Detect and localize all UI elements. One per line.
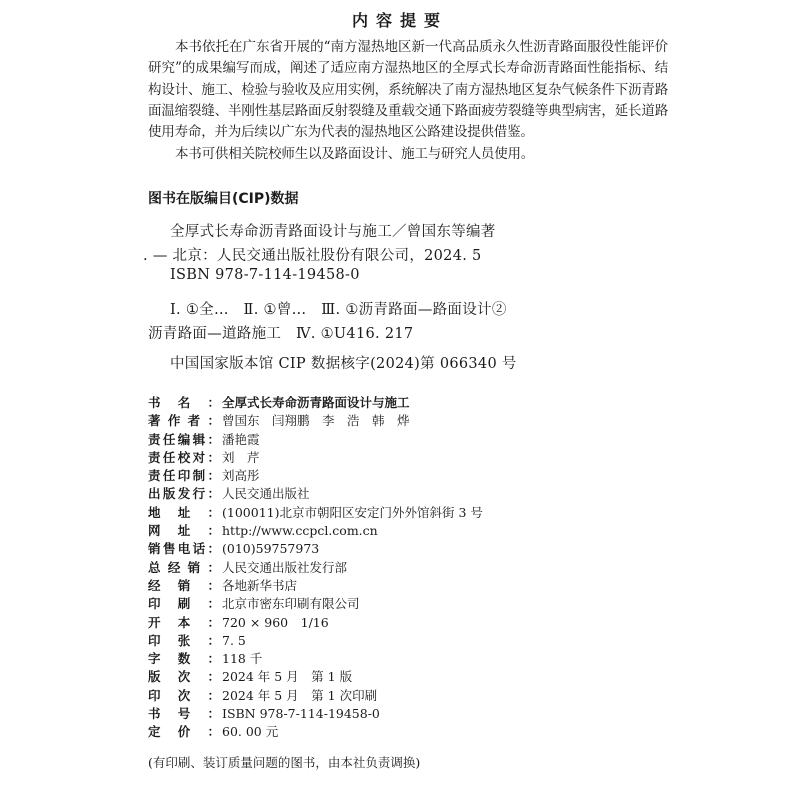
summary-paragraph-1: 本书依托在广东省开展的“南方湿热地区新一代高品质永久性沥青路面服役性能评价研究”的成果编写而成，阐述了适应南方湿热地区的全厚式长寿命沥青路面性能指标、结构设计、施工、检验与验收及应用实例，系统解决了南方湿热地区复杂气候条件下沥青路面温缩裂缝、半刚性基层路面反射裂缝及重载交通下路面疲劳裂缝等典型病害，延长道路使用寿命，并为后续以广东为代表的湿热地区公路建设提供借鉴。	[148, 39, 668, 141]
info-value: ISBN 978-7-114-19458-0	[222, 706, 380, 722]
info-label: 责 任 校 对 ：	[148, 449, 220, 465]
info-value: 刘高彤	[222, 468, 260, 484]
info-row	[148, 540, 708, 558]
info-row	[148, 449, 708, 467]
info-value: 潘艳霞	[222, 431, 260, 447]
info-label: 责 任 印 制 ：	[148, 468, 220, 484]
info-row	[148, 412, 708, 430]
cip-record-line: 中国国家版本馆 CIP 数据核字(2024)第 066340 号	[170, 356, 517, 372]
info-row	[148, 522, 708, 540]
info-value: 各地新华书店	[222, 577, 298, 593]
info-value: 人民交通出版社发行部	[222, 559, 348, 575]
info-label: 出 版 发 行 ：	[148, 486, 220, 502]
info-row	[148, 705, 708, 723]
info-row	[148, 632, 708, 650]
info-label: 销 售 电 话 ：	[148, 541, 220, 557]
info-label: 总 经 销 ：	[148, 559, 220, 575]
summary-title: 内容提要	[351, 11, 448, 30]
info-label: 责 任 编 辑 ：	[148, 431, 220, 447]
info-label: 经 销 ：	[148, 577, 220, 593]
info-value: (100011)北京市朝阳区安定门外外馆斜街 3 号	[222, 504, 483, 520]
cip-publisher-line: . — 北京：人民交通出版社股份有限公司，2024. 5	[143, 248, 482, 264]
info-label: 印 次 ：	[148, 687, 220, 703]
info-row	[148, 723, 708, 741]
info-value: 60. 00 元	[222, 724, 279, 740]
info-row	[148, 577, 708, 595]
info-value: 118 千	[222, 651, 263, 667]
info-value: 2024 年 5 月 第 1 次印刷	[222, 687, 378, 703]
info-value: 北京市密东印刷有限公司	[222, 596, 360, 612]
info-value: 全厚式长寿命沥青路面设计与施工	[222, 395, 410, 410]
info-label: 印 刷 ：	[148, 596, 220, 612]
info-value: 人民交通出版社	[222, 486, 310, 502]
info-row	[148, 595, 708, 613]
info-label: 网 址 ：	[148, 523, 220, 539]
info-value: 7. 5	[222, 632, 246, 648]
info-label: 印 张 ：	[148, 632, 220, 648]
info-value: (010)59757973	[222, 541, 320, 557]
cip-classification-line-1: Ⅰ. ①全… Ⅱ. ①曾… Ⅲ. ①沥青路面—路面设计②	[170, 302, 507, 318]
summary-paragraph-2: 本书可供相关院校师生以及路面设计、施工与研究人员使用。	[175, 146, 535, 162]
info-label: 书 号 ：	[148, 706, 220, 722]
info-row	[148, 559, 708, 577]
footer-note: (有印刷、装订质量问题的图书，由本社负责调换)	[148, 755, 421, 770]
info-label: 开 本 ：	[148, 614, 220, 630]
info-row	[148, 431, 708, 449]
cip-heading: 图书在版编目(CIP)数据	[148, 191, 299, 207]
info-label: 定 价 ：	[148, 724, 220, 740]
info-value: 2024 年 5 月 第 1 版	[222, 669, 353, 685]
info-value[interactable]: http://www.ccpcl.com.cn	[222, 523, 378, 539]
publication-info-table	[148, 394, 708, 742]
info-row	[148, 467, 708, 485]
info-row	[148, 650, 708, 668]
info-row	[148, 394, 708, 412]
info-label: 版 次 ：	[148, 669, 220, 685]
info-label: 书 名 ：	[148, 395, 220, 410]
info-value: 720 × 960 1/16	[222, 614, 329, 630]
info-row	[148, 687, 708, 705]
info-label: 地 址 ：	[148, 504, 220, 520]
cip-title-line: 全厚式长寿命沥青路面设计与施工／曾国东等编著	[170, 224, 496, 240]
info-row	[148, 485, 708, 503]
info-row	[148, 614, 708, 632]
info-label: 著 作 者 ：	[148, 413, 220, 429]
info-label: 字 数 ：	[148, 651, 220, 667]
info-value: 曾国东 闫翔鹏 李 浩 韩 烨	[222, 413, 410, 429]
info-row	[148, 504, 708, 522]
cip-classification-line-2: 沥青路面—道路施工 Ⅳ. ①U416. 217	[148, 326, 414, 342]
cip-isbn-line: ISBN 978-7-114-19458-0	[170, 267, 360, 283]
info-row	[148, 668, 708, 686]
info-value: 刘 芹	[222, 449, 260, 465]
